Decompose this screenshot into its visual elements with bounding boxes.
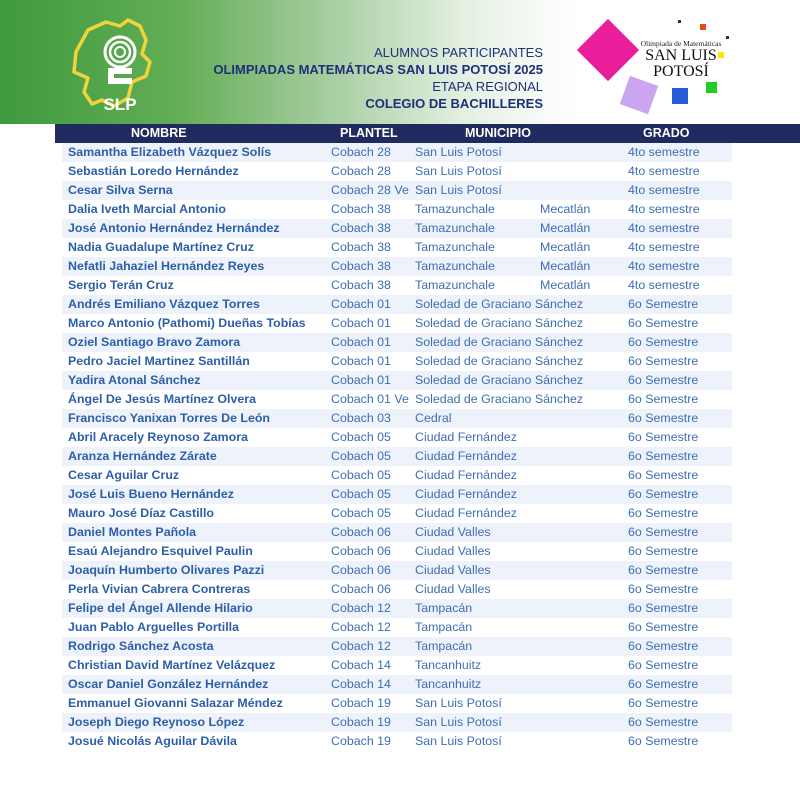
cell-plantel: Cobach 01 [331,354,391,368]
table-row [62,713,732,732]
cell-municipio: Ciudad Valles [415,582,491,596]
cell-plantel: Cobach 01 [331,316,391,330]
cell-grado: 6o Semestre [628,696,699,710]
cell-grado: 6o Semestre [628,335,699,349]
cell-localidad: Mecatlán [540,259,591,273]
cell-plantel: Cobach 38 [331,259,391,273]
cell-plantel: Cobach 06 [331,525,391,539]
cell-nombre: Josué Nicolás Aguilar Dávila [68,734,237,748]
cell-localidad: Mecatlán [540,240,591,254]
cell-plantel: Cobach 19 [331,715,391,729]
cell-municipio: Tancanhuitz [415,658,482,672]
header-line-2: OLIMPIADAS MATEMÁTICAS SAN LUIS POTOSÍ 2025 [213,62,543,77]
cell-grado: 6o Semestre [628,658,699,672]
cell-grado: 4to semestre [628,202,700,216]
table-row [62,257,732,276]
cell-nombre: Yadira Atonal Sánchez [68,373,201,387]
cell-plantel: Cobach 19 [331,696,391,710]
table-row [62,276,732,295]
cell-municipio: Soledad de Graciano Sánchez [415,335,584,349]
table-row [62,200,732,219]
table-row [62,371,732,390]
cell-grado: 6o Semestre [628,468,699,482]
table-row [62,618,732,637]
cell-plantel: Cobach 38 [331,202,391,216]
cell-municipio: Ciudad Fernández [415,487,517,501]
cell-plantel: Cobach 28 [331,145,391,159]
cell-plantel: Cobach 06 [331,563,391,577]
cell-plantel: Cobach 38 [331,278,391,292]
cell-municipio: Soledad de Graciano Sánchez [415,297,584,311]
cell-municipio: Ciudad Valles [415,525,491,539]
cell-municipio: Tampacán [415,601,473,615]
cell-municipio: Tamazunchale [415,202,495,216]
cell-nombre: Perla Vivian Cabrera Contreras [68,582,251,596]
cell-municipio: Cedral [415,411,452,425]
cell-municipio: Soledad de Graciano Sánchez [415,354,584,368]
cell-grado: 4to semestre [628,164,700,178]
olympiad-logo-line-1: SAN LUIS [645,47,717,64]
cell-nombre: Aranza Hernández Zárate [68,449,217,463]
cell-plantel: Cobach 12 [331,601,391,615]
cell-municipio: Ciudad Fernández [415,449,517,463]
column-header-nombre: NOMBRE [131,126,187,140]
cell-plantel: Cobach 01 [331,373,391,387]
cell-nombre: Samantha Elizabeth Vázquez Solís [68,145,272,159]
table-row [62,523,732,542]
cell-nombre: Nadia Guadalupe Martínez Cruz [68,240,254,254]
table-row [62,637,732,656]
cell-plantel: Cobach 14 [331,658,391,672]
cell-nombre: Ángel De Jesús Martínez Olvera [68,392,256,406]
cell-municipio: Soledad de Graciano Sánchez [415,373,584,387]
cell-plantel: Cobach 01 [331,335,391,349]
table-row [62,485,732,504]
cell-plantel: Cobach 06 [331,582,391,596]
cell-grado: 6o Semestre [628,449,699,463]
cell-nombre: Marco Antonio (Pathomi) Dueñas Tobías [68,316,306,330]
cell-municipio: Ciudad Fernández [415,506,517,520]
cell-municipio: Ciudad Valles [415,544,491,558]
cell-grado: 4to semestre [628,221,700,235]
table-row [62,732,732,751]
cell-nombre: Dalia Iveth Marcial Antonio [68,202,226,216]
cell-plantel: Cobach 38 [331,221,391,235]
table-row [62,295,732,314]
cell-grado: 6o Semestre [628,373,699,387]
cell-municipio: Tamazunchale [415,259,495,273]
table-row [62,542,732,561]
cobach-slp-logo [58,12,178,118]
cell-grado: 4to semestre [628,183,700,197]
cell-localidad: Mecatlán [540,221,591,235]
cell-plantel: Cobach 01 Ve [331,392,409,406]
olympiad-logo-small-text: Olimpiada de Matemáticas [640,39,722,48]
cell-grado: 6o Semestre [628,392,699,406]
cell-municipio: San Luis Potosí [415,183,502,197]
cell-municipio: Tamazunchale [415,240,495,254]
cell-plantel: Cobach 14 [331,677,391,691]
table-row [62,466,732,485]
cell-plantel: Cobach 12 [331,639,391,653]
cell-municipio: Soledad de Graciano Sánchez [415,316,584,330]
cell-municipio: Tampacán [415,620,473,634]
cell-municipio: Tampacán [415,639,473,653]
cell-municipio: Tamazunchale [415,221,495,235]
cell-grado: 6o Semestre [628,316,699,330]
page-header [0,0,800,124]
cell-municipio: Ciudad Valles [415,563,491,577]
cell-grado: 4to semestre [628,278,700,292]
table-row [62,219,732,238]
cell-nombre: Juan Pablo Arguelles Portilla [68,620,239,634]
column-header-plantel: PLANTEL [340,126,398,140]
cell-grado: 6o Semestre [628,677,699,691]
cell-plantel: Cobach 38 [331,240,391,254]
cell-grado: 6o Semestre [628,639,699,653]
cell-nombre: Abril Aracely Reynoso Zamora [68,430,248,444]
table-row [62,694,732,713]
cell-nombre: Sergio Terán Cruz [68,278,174,292]
cell-grado: 6o Semestre [628,563,699,577]
cell-nombre: Pedro Jaciel Martinez Santillán [68,354,250,368]
header-line-1: ALUMNOS PARTICIPANTES [373,45,543,60]
cell-localidad: Mecatlán [540,278,591,292]
cell-municipio: Tamazunchale [415,278,495,292]
cell-plantel: Cobach 05 [331,468,391,482]
cell-plantel: Cobach 28 [331,164,391,178]
cell-grado: 6o Semestre [628,411,699,425]
cell-municipio: Tancanhuitz [415,677,482,691]
cell-nombre: Emmanuel Giovanni Salazar Méndez [68,696,283,710]
cell-grado: 6o Semestre [628,582,699,596]
cell-nombre: Christian David Martínez Velázquez [68,658,276,672]
header-line-3: ETAPA REGIONAL [432,79,543,94]
cell-grado: 6o Semestre [628,734,699,748]
cell-municipio: San Luis Potosí [415,696,502,710]
cell-municipio: Soledad de Graciano Sánchez [415,392,584,406]
cell-plantel: Cobach 05 [331,449,391,463]
cell-nombre: Mauro José Díaz Castillo [68,506,214,520]
table-header [55,124,800,143]
column-header-grado: GRADO [643,126,690,140]
cell-grado: 6o Semestre [628,487,699,501]
cell-plantel: Cobach 01 [331,297,391,311]
cell-plantel: Cobach 05 [331,430,391,444]
cell-municipio: Ciudad Fernández [415,430,517,444]
cell-municipio: San Luis Potosí [415,145,502,159]
table-row [62,181,732,200]
cell-nombre: Oziel Santiago Bravo Zamora [68,335,241,349]
cell-municipio: San Luis Potosí [415,715,502,729]
cell-plantel: Cobach 03 [331,411,391,425]
cell-plantel: Cobach 05 [331,506,391,520]
table-row [62,561,732,580]
cell-plantel: Cobach 19 [331,734,391,748]
cell-grado: 6o Semestre [628,354,699,368]
table-row [62,447,732,466]
cell-nombre: José Luis Bueno Hernández [68,487,234,501]
column-header-municipio: MUNICIPIO [465,126,531,140]
slp-logo-text: SLP [103,95,137,114]
cell-grado: 6o Semestre [628,430,699,444]
cell-plantel: Cobach 05 [331,487,391,501]
cell-grado: 6o Semestre [628,297,699,311]
cell-grado: 6o Semestre [628,715,699,729]
cell-municipio: San Luis Potosí [415,164,502,178]
cell-nombre: Francisco Yanixan Torres De León [68,411,270,425]
cell-grado: 4to semestre [628,259,700,273]
cell-nombre: Rodrigo Sánchez Acosta [68,639,214,653]
cell-nombre: José Antonio Hernández Hernández [68,221,280,235]
cell-nombre: Sebastián Loredo Hernández [68,164,239,178]
cell-nombre: Daniel Montes Pañola [68,525,197,539]
cell-nombre: Joaquín Humberto Olivares Pazzi [68,563,265,577]
cell-grado: 4to semestre [628,145,700,159]
cell-grado: 6o Semestre [628,601,699,615]
table-row [62,333,732,352]
cell-nombre: Esaú Alejandro Esquivel Paulin [68,544,253,558]
cell-grado: 6o Semestre [628,620,699,634]
table-row [62,238,732,257]
cell-nombre: Andrés Emiliano Vázquez Torres [68,297,260,311]
header-line-4: COLEGIO DE BACHILLERES [365,96,543,111]
cell-nombre: Joseph Diego Reynoso López [68,715,245,729]
olympiad-logo-line-2: POTOSÍ [653,63,709,80]
table-row [62,599,732,618]
cell-nombre: Oscar Daniel González Hernández [68,677,269,691]
cell-municipio: Ciudad Fernández [415,468,517,482]
cell-grado: 4to semestre [628,240,700,254]
header-title-block [200,44,543,112]
table-row [62,314,732,333]
table-row [62,656,732,675]
cell-nombre: Nefatli Jahaziel Hernández Reyes [68,259,265,273]
table-row [62,352,732,371]
table-row [62,675,732,694]
cell-grado: 6o Semestre [628,525,699,539]
cell-municipio: San Luis Potosí [415,734,502,748]
table-row [62,580,732,599]
table-row [62,504,732,523]
cell-grado: 6o Semestre [628,506,699,520]
cell-nombre: Cesar Aguilar Cruz [68,468,180,482]
cell-nombre: Felipe del Ángel Allende Hilario [68,601,253,615]
cell-plantel: Cobach 12 [331,620,391,634]
table-row [62,409,732,428]
cell-plantel: Cobach 28 Ve [331,183,409,197]
olympiad-logo [568,14,736,120]
participants-table-body [62,143,732,751]
table-row [62,162,732,181]
cell-nombre: Cesar Silva Serna [68,183,173,197]
table-row [62,143,732,162]
table-row [62,428,732,447]
table-row [62,390,732,409]
cell-plantel: Cobach 06 [331,544,391,558]
cell-grado: 6o Semestre [628,544,699,558]
cell-localidad: Mecatlán [540,202,591,216]
